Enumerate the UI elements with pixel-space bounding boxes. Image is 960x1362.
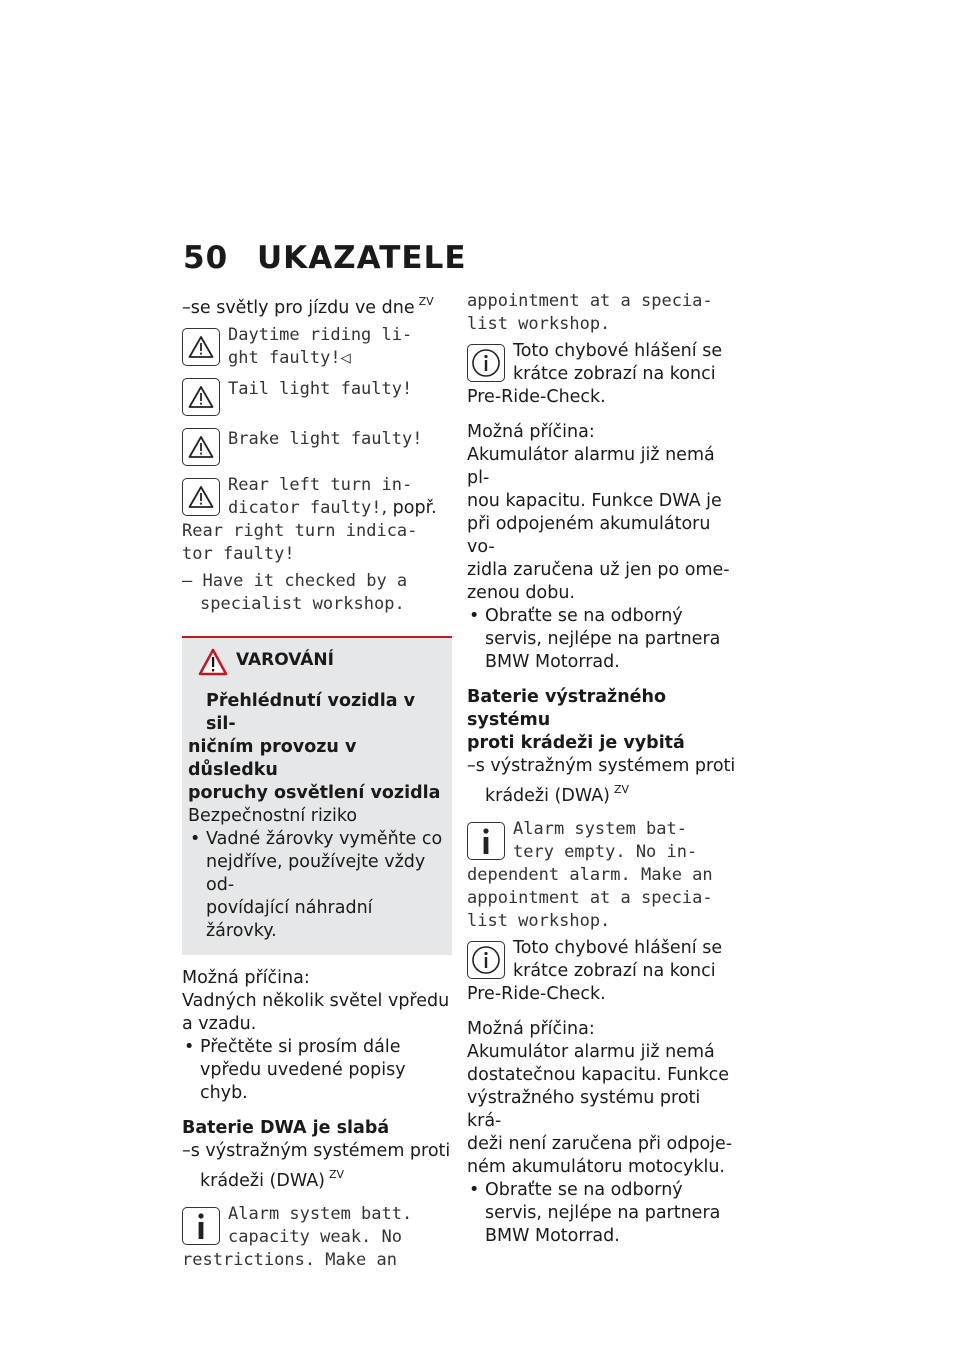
message-daytime-light: Daytime riding li- ght faulty!◁ xyxy=(182,324,452,370)
warning-triangle-icon xyxy=(182,378,220,416)
warning-box: VAROVÁNÍ Přehlédnutí vozidla v sil- ničním provozu v důsledku poruchy osvětlení vozidla Bezpečnostní riziko • Vadné žárovky vyměňte co nejdříve, používejte vždy od- povídající náhradní žárovky. xyxy=(182,636,452,955)
warning-triangle-icon xyxy=(182,328,220,366)
message-alarm-empty: Alarm system bat- tery empty. No in- dependent alarm. Make an appointment at a specia- list workshop. xyxy=(467,819,713,931)
warning-triangle-icon xyxy=(182,428,220,466)
right-column: appointment at a specia- list workshop. Toto chybové hlášení se krátce zobrazí na konci Pre-Ride-Check. Možná příčina: Akumulátor alarmu již nemá pl- nou kapacitu. Funkce DWA je při odpojeném akumulátoru vo- zidla zaručena už jen po ome- zenou dobu. • Obraťte se na odborný servis, nejlépe na partnera BMW Motorrad. Baterie výstražného systému proti krádeži je vybitá –s výstražným systémem proti krádeži (DWA) $^{ZV}$ Alarm system bat- tery empty. No in- dependent alarm. Make an appointment at a specia- list workshop. Toto chybové hlášení se krátce zobrazí na konci Pre-Ride-Check. Možná příčina: Akumulátor alarmu již nemá dostatečnou kapacitu. Funkce výstražného systému proti krá- deži není zaručena při odpoje- ném akumulátoru motocyklu. • Obraťte se na odborný servis, nejlépe na partnera BMW Motorrad. xyxy=(467,290,737,1248)
danger-triangle-icon xyxy=(198,648,228,680)
message-alarm-battery: Alarm system batt. capacity weak. No restrictions. Make an xyxy=(182,1204,413,1270)
message-turn-indicator: Rear left turn in- dicator faulty!, popř. Rear right turn indica- tor faulty! xyxy=(182,475,437,564)
warning-triangle-icon xyxy=(182,478,220,516)
info-icon xyxy=(182,1207,220,1245)
info-circle-icon xyxy=(467,344,505,382)
triangle-left-icon: ◁ xyxy=(340,348,351,368)
section-heading: Baterie výstražného systému xyxy=(467,687,667,730)
page-title: UKAZATELE xyxy=(257,240,467,276)
page-header xyxy=(183,240,467,276)
info-note: Toto chybové hlášení se krátce zobrazí na konci Pre-Ride-Check. xyxy=(467,938,723,1004)
section-heading: Baterie DWA je slabá xyxy=(182,1118,390,1138)
message-tail-light: Tail light faulty! xyxy=(182,374,452,420)
left-column: –se světly pro jízdu ve dne $^{ZV}$ Daytime riding li- ght faulty!◁ Tail light faulty! Brake light faulty! Rear left turn in- dicator faulty!, popř. Rear right turn indica- tor faulty! – Have it checked by a specialist workshop. VAROVÁNÍ Přehlédnutí vozidla v sil- ničním provozu v důsledku poruchy osvětlení vozidla Bezpečnostní riziko • Vadné žárovky vyměňte co nejdříve, používejte vždy od- povídající náhradní žárovky. Možná příčina: Vadných několik světel vpředu a vzadu. • Přečtěte si prosím dále vpředu uvedené popisy chyb. Baterie DWA je slabá –s výstražným systémem proti krádeži (DWA) $^{ZV}$ Alarm system batt. capacity weak. No restrictions. Make an xyxy=(182,290,452,1272)
info-circle-icon xyxy=(467,941,505,979)
condition-line: –se světly pro jízdu ve dne $^{ZV}$ xyxy=(182,295,434,318)
page-number: 50 xyxy=(183,240,229,276)
info-note: Toto chybové hlášení se krátce zobrazí na konci Pre-Ride-Check. xyxy=(467,341,723,407)
message-brake-light: Brake light faulty! xyxy=(182,424,452,470)
warning-title: VAROVÁNÍ xyxy=(236,650,334,670)
info-icon xyxy=(467,822,505,860)
